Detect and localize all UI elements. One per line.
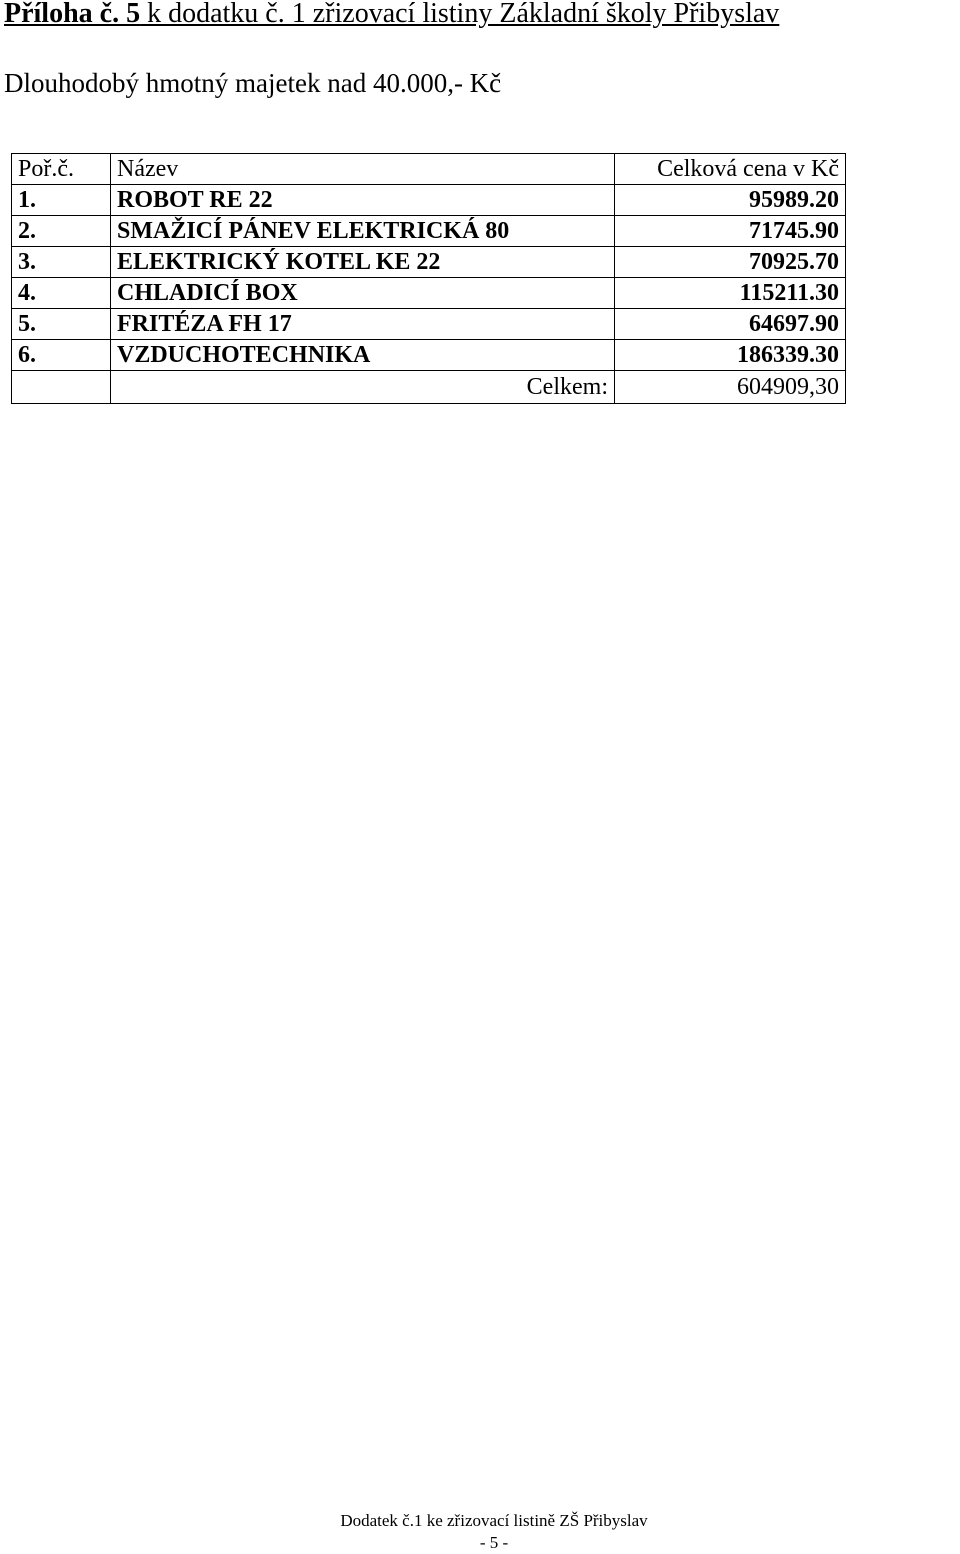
table-row xyxy=(12,216,846,247)
table-row xyxy=(12,340,846,371)
row-name: CHLADICÍ BOX xyxy=(111,278,615,309)
header-name: Název xyxy=(111,154,615,185)
row-name: VZDUCHOTECHNIKA xyxy=(111,340,615,371)
total-value: 604909,30 xyxy=(615,371,846,404)
row-price: 115211.30 xyxy=(615,278,846,309)
row-name: FRITÉZA FH 17 xyxy=(111,309,615,340)
row-name: SMAŽICÍ PÁNEV ELEKTRICKÁ 80 xyxy=(111,216,615,247)
total-label: Celkem: xyxy=(111,371,615,404)
row-number: 4. xyxy=(12,278,111,309)
row-price: 64697.90 xyxy=(615,309,846,340)
asset-table xyxy=(11,153,846,404)
row-number: 6. xyxy=(12,340,111,371)
total-empty-cell xyxy=(12,371,111,404)
document-subheading: Dlouhodobý hmotný majetek nad 40.000,- Kč xyxy=(4,68,502,98)
footer-document-reference: Dodatek č.1 ke zřizovací listině ZŠ Přibyslav xyxy=(340,1511,648,1530)
heading-annex-number: Příloha č. 5 xyxy=(4,0,141,29)
row-number: 1. xyxy=(12,185,111,216)
row-name: ELEKTRICKÝ KOTEL KE 22 xyxy=(111,247,615,278)
table-row xyxy=(12,247,846,278)
heading-text: k dodatku č. 1 zřizovací listiny Základní školy Přibyslav xyxy=(140,0,780,29)
table-row xyxy=(12,278,846,309)
table-row xyxy=(12,309,846,340)
header-number: Poř.č. xyxy=(12,154,111,185)
row-number: 5. xyxy=(12,309,111,340)
row-price: 70925.70 xyxy=(615,247,846,278)
footer-page-number: - 5 - xyxy=(479,1533,509,1552)
document-heading xyxy=(4,0,779,32)
table-row xyxy=(12,185,846,216)
row-number: 2. xyxy=(12,216,111,247)
row-name: ROBOT RE 22 xyxy=(111,185,615,216)
table-total-row xyxy=(12,371,846,404)
header-price: Celková cena v Kč xyxy=(615,154,846,185)
row-number: 3. xyxy=(12,247,111,278)
row-price: 186339.30 xyxy=(615,340,846,371)
row-price: 95989.20 xyxy=(615,185,846,216)
table-header-row xyxy=(12,154,846,185)
row-price: 71745.90 xyxy=(615,216,846,247)
